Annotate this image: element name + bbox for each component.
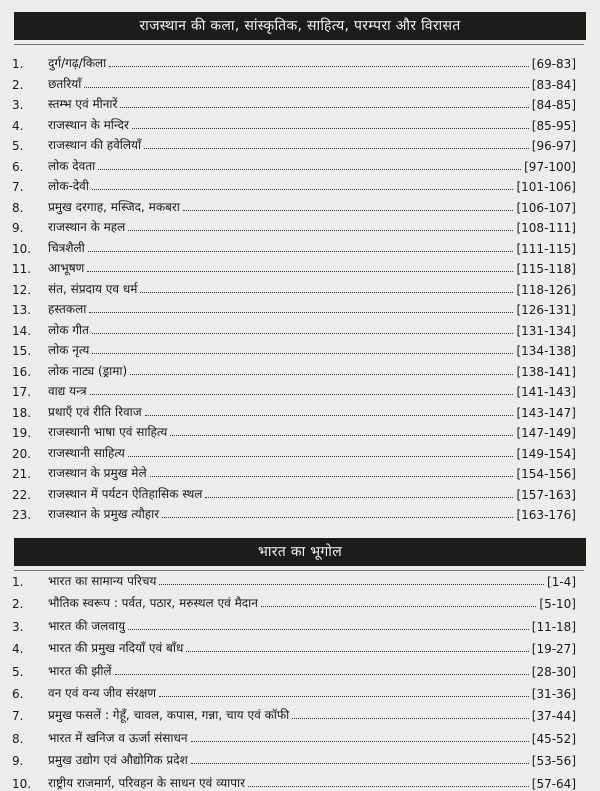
dot-leader: [84, 86, 528, 88]
item-title: लोक नृत्य: [48, 343, 90, 357]
item-number: 22.: [12, 487, 32, 502]
item-number: 11.: [12, 262, 32, 276]
dot-leader: [89, 311, 513, 313]
item-title: प्रमुख दरगाह, मस्जिद, मकबरा: [48, 199, 180, 214]
item-number: 2.: [12, 77, 24, 92]
item-number: 18.: [12, 405, 32, 420]
item-page-range: [1-4]: [547, 575, 576, 589]
item-page-range: [101-106]: [516, 180, 576, 194]
contents-row: [0, 705, 600, 723]
item-number: 15.: [12, 344, 32, 358]
dot-leader: [92, 188, 514, 190]
item-title: स्तम्भ एवं मीनारें: [48, 97, 118, 111]
item-title: लोक देवता: [48, 158, 96, 173]
item-title: राजस्थानी साहित्य: [48, 445, 125, 460]
item-number: 17.: [12, 385, 32, 399]
item-page-range: [141-143]: [516, 385, 576, 399]
item-title: राजस्थान के मन्दिर: [48, 117, 129, 132]
item-page-range: [147-149]: [516, 426, 576, 440]
item-page-range: [134-138]: [516, 344, 576, 358]
contents-row: [0, 156, 600, 174]
item-title: लोक गीत: [48, 322, 89, 337]
item-title: दुर्ग/गढ़/किला: [48, 56, 107, 70]
item-title: राजस्थानी भाषा एवं साहित्य: [48, 425, 168, 439]
item-page-range: [106-107]: [516, 200, 576, 215]
contents-row: [0, 463, 600, 481]
item-page-range: [96-97]: [531, 139, 576, 153]
item-number: 10.: [12, 241, 32, 256]
item-title: हस्तकला: [48, 302, 87, 316]
dot-leader: [145, 414, 514, 416]
contents-row: [0, 571, 600, 589]
item-title: आभूषण: [48, 261, 85, 275]
contents-row: [0, 217, 600, 235]
item-page-range: [131-134]: [516, 323, 576, 338]
contents-row: [0, 279, 600, 297]
item-title: प्रमुख उद्योग एवं औद्योगिक प्रदेश: [48, 753, 188, 768]
item-number: 7.: [12, 709, 24, 724]
item-page-range: [53-56]: [531, 754, 576, 769]
item-page-range: [149-154]: [516, 446, 576, 461]
item-title: लोक नाट्य (ड्रामा): [48, 363, 128, 378]
dot-leader: [191, 762, 529, 764]
dot-leader: [98, 168, 521, 170]
item-number: 19.: [12, 426, 32, 440]
dot-leader: [162, 516, 513, 518]
item-number: 5.: [12, 664, 24, 679]
item-number: 4.: [12, 642, 24, 657]
item-number: 9.: [12, 221, 24, 235]
dot-leader: [92, 352, 513, 354]
contents-row: [0, 616, 600, 634]
item-number: 2.: [12, 597, 24, 612]
dot-leader: [109, 65, 528, 67]
item-number: 16.: [12, 364, 32, 379]
item-page-range: [143-147]: [516, 405, 576, 420]
contents-row: [0, 53, 600, 71]
contents-row: [0, 728, 600, 746]
item-title: भारत का सामान्य परिचय: [48, 574, 157, 588]
dot-leader: [132, 127, 529, 129]
contents-row: [0, 773, 600, 791]
item-title: भारत की जलवायु: [48, 618, 126, 633]
contents-row: [0, 750, 600, 768]
contents-row: [0, 661, 600, 679]
contents-row: [0, 115, 600, 133]
item-page-range: [157-163]: [516, 487, 576, 502]
item-page-range: [108-111]: [516, 221, 576, 235]
contents-row: [0, 422, 600, 440]
dot-leader: [205, 496, 513, 498]
contents-row: [0, 638, 600, 656]
item-page-range: [111-115]: [516, 241, 576, 256]
item-title: भारत में खनिज व ऊर्जा संसाधन: [48, 730, 188, 745]
dot-leader: [140, 291, 513, 293]
item-number: 1.: [12, 57, 24, 71]
item-number: 3.: [12, 619, 24, 634]
item-number: 8.: [12, 200, 24, 215]
item-page-range: [69-83]: [531, 57, 576, 71]
dot-leader: [128, 229, 513, 231]
item-number: 13.: [12, 303, 32, 317]
dot-leader: [186, 650, 528, 652]
item-page-range: [115-118]: [516, 262, 576, 276]
item-page-range: [83-84]: [531, 77, 576, 92]
dot-leader: [292, 717, 529, 719]
item-number: 1.: [12, 575, 24, 589]
dot-leader: [159, 695, 529, 697]
item-number: 3.: [12, 98, 24, 112]
item-title: लोक-देवी: [48, 179, 89, 193]
item-page-range: [11-18]: [531, 619, 576, 634]
dot-leader: [87, 270, 513, 272]
item-title: प्रथाएँ एवं रीति रिवाज: [48, 404, 142, 419]
contents-row: [0, 94, 600, 112]
contents-row: [0, 340, 600, 358]
dot-leader: [183, 209, 514, 211]
item-title: राजस्थान के प्रमुख त्यौहार: [48, 507, 160, 521]
dot-leader: [261, 605, 536, 607]
contents-row: [0, 484, 600, 502]
item-number: 21.: [12, 467, 32, 481]
dot-leader: [159, 583, 544, 585]
item-page-range: [28-30]: [531, 664, 576, 679]
dot-leader: [150, 475, 514, 477]
contents-row: [0, 135, 600, 153]
item-page-range: [85-95]: [531, 118, 576, 133]
item-title: वाद्य यन्त्र: [48, 384, 87, 398]
item-number: 4.: [12, 118, 24, 133]
item-number: 6.: [12, 687, 24, 701]
item-page-range: [126-131]: [516, 303, 576, 317]
item-page-range: [118-126]: [516, 282, 576, 297]
contents-row: [0, 683, 600, 701]
contents-row: [0, 74, 600, 92]
item-number: 14.: [12, 323, 32, 338]
dot-leader: [144, 147, 529, 149]
item-title: प्रमुख फसलें : गेहूँ, चावल, कपास, गन्ना, चाय एवं कॉफी: [48, 708, 290, 723]
item-page-range: [37-44]: [531, 709, 576, 724]
item-title: संत, संप्रदाय एव धर्म: [48, 281, 138, 296]
item-number: 5.: [12, 139, 24, 153]
contents-row: [0, 320, 600, 338]
item-number: 7.: [12, 180, 24, 194]
section-header-india-geography: भारत का भूगोल: [14, 538, 586, 566]
contents-row: [0, 402, 600, 420]
dot-leader: [88, 250, 514, 252]
item-number: 10.: [12, 776, 32, 791]
item-title: भारत की झीलें: [48, 663, 112, 678]
item-page-range: [84-85]: [531, 98, 576, 112]
item-page-range: [57-64]: [531, 776, 576, 791]
contents-row: [0, 593, 600, 611]
item-title: भारत की प्रमुख नदियाँ एवं बाँध: [48, 641, 184, 656]
dot-leader: [170, 434, 513, 436]
dot-leader: [128, 628, 529, 630]
item-page-range: [31-36]: [531, 687, 576, 701]
item-number: 8.: [12, 731, 24, 746]
contents-row: [0, 443, 600, 461]
dot-leader: [115, 673, 529, 675]
item-title: राजस्थान के महल: [48, 220, 126, 234]
dot-leader: [120, 106, 528, 108]
item-page-range: [45-52]: [531, 731, 576, 746]
item-title: भौतिक स्वरूप : पर्वत, पठार, मरुस्थल एवं मैदान: [48, 596, 258, 611]
item-title: राजस्थान के प्रमुख मेले: [48, 466, 147, 480]
item-page-range: [138-141]: [516, 364, 576, 379]
contents-row: [0, 299, 600, 317]
item-page-range: [97-100]: [524, 159, 576, 174]
section-header-rajasthan-culture: राजस्थान की कला, सांस्कृतिक, साहित्य, परम्परा और विरासत: [14, 12, 586, 40]
section-divider: [14, 44, 584, 45]
contents-row: [0, 238, 600, 256]
contents-row: [0, 258, 600, 276]
dot-leader: [90, 393, 514, 395]
item-number: 6.: [12, 159, 24, 174]
item-title: छतरियाँ: [48, 76, 82, 91]
item-number: 9.: [12, 754, 24, 769]
item-number: 12.: [12, 282, 32, 297]
item-title: वन एवं वन्य जीव संरक्षण: [48, 686, 157, 700]
item-number: 23.: [12, 508, 32, 522]
item-page-range: [19-27]: [531, 642, 576, 657]
dot-leader: [92, 332, 514, 334]
item-title: राजस्थान में पर्यटन ऐतिहासिक स्थल: [48, 486, 203, 501]
item-page-range: [154-156]: [516, 467, 576, 481]
item-page-range: [163-176]: [516, 508, 576, 522]
item-page-range: [5-10]: [539, 597, 576, 612]
contents-row: [0, 197, 600, 215]
item-title: राजस्थान की हवेलियाँ: [48, 138, 142, 152]
dot-leader: [130, 373, 513, 375]
item-title: राष्ट्रीय राजमार्ग, परिवहन के साधन एवं व्यापार: [48, 775, 246, 790]
contents-row: [0, 381, 600, 399]
item-title: चित्रशैली: [48, 240, 85, 255]
dot-leader: [191, 740, 529, 742]
contents-row: [0, 176, 600, 194]
contents-row: [0, 361, 600, 379]
contents-row: [0, 504, 600, 522]
dot-leader: [128, 455, 514, 457]
item-number: 20.: [12, 446, 32, 461]
